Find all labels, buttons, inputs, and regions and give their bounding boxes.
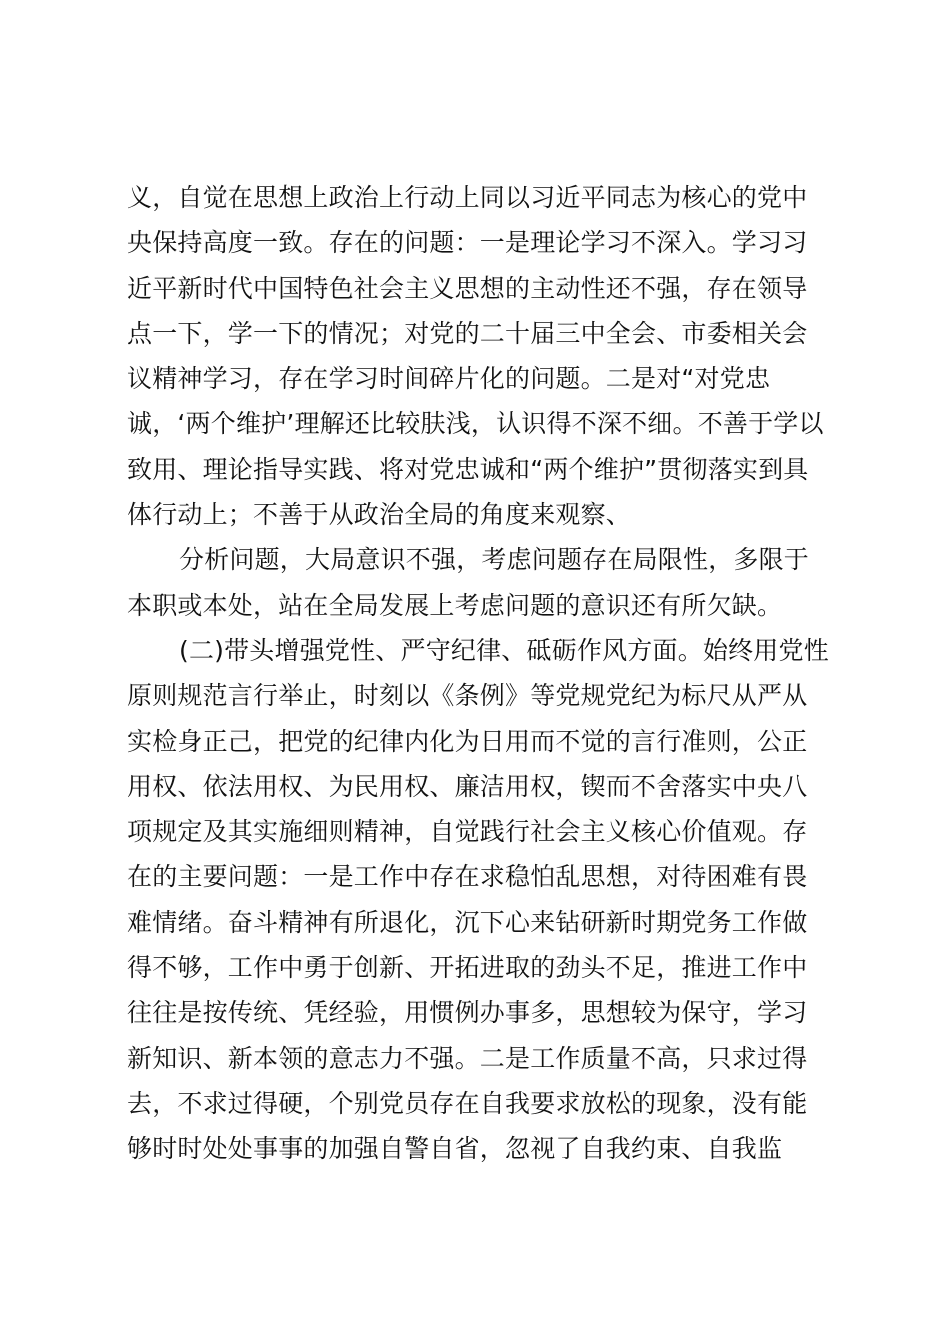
text-line: 往往是按传统、凭经验，用惯例办事多，思想较为保守，学习 [127, 998, 808, 1028]
text-line: 诚，‘两个维护’理解还比较肤浅，认识得不深不细。不善于学以 [127, 409, 824, 439]
text-line: 得不够，工作中勇于创新、开拓进取的劲头不足，推进工作中 [127, 953, 808, 983]
document-body [127, 175, 847, 1172]
text-line: 议精神学习，存在学习时间碎片化的问题。二是对“对党忠 [127, 364, 771, 394]
text-line: 义，自觉在思想上政治上行动上同以习近平同志为核心的党中 [127, 183, 808, 212]
text-line: 央保持高度一致。存在的问题：一是理论学习不深入。学习习 [127, 228, 808, 258]
text-line: 在的主要问题：一是工作中存在求稳怕乱思想，对待困难有畏 [127, 862, 808, 892]
text-line: 够时时处处事事的加强自警自省，忽视了自我约束、自我监 [127, 1134, 783, 1164]
text-line: 本职或本处，站在全局发展上考虑问题的意识还有所欠缺。 [127, 590, 783, 620]
text-line: 体行动上；不善于从政治全局的角度来观察、 [127, 500, 632, 530]
text-line: 近平新时代中国特色社会主义思想的主动性还不强，存在领导 [127, 273, 808, 303]
text-line: 分析问题，大局意识不强，考虑问题存在局限性，多限于 [179, 545, 810, 575]
text-line: 去，不求过得硬，个别党员存在自我要求放松的现象，没有能 [127, 1088, 808, 1118]
text-line: 原则规范言行举止，时刻以《条例》等党规党纪为标尺从严从 [127, 681, 808, 711]
text-line: (二)带头增强党性、严守纪律、砥砺作风方面。始终用党性 [179, 635, 829, 665]
text-line: 致用、理论指导实践、将对党忠诚和“两个维护”贯彻落实到具 [127, 454, 809, 484]
text-line: 新知识、新本领的意志力不强。二是工作质量不高，只求过得 [127, 1043, 808, 1073]
text-line: 用权、依法用权、为民用权、廉洁用权，锲而不舍落实中央八 [127, 771, 808, 801]
text-line: 项规定及其实施细则精神，自觉践行社会主义核心价值观。存 [127, 817, 808, 847]
text-line: 点一下，学一下的情况；对党的二十届三中全会、市委相关会 [127, 318, 808, 348]
text-line: 难情绪。奋斗精神有所退化，沉下心来钻研新时期党务工作做 [127, 907, 808, 937]
text-line: 实检身正己，把党的纪律内化为日用而不觉的言行准则，公正 [127, 726, 808, 756]
